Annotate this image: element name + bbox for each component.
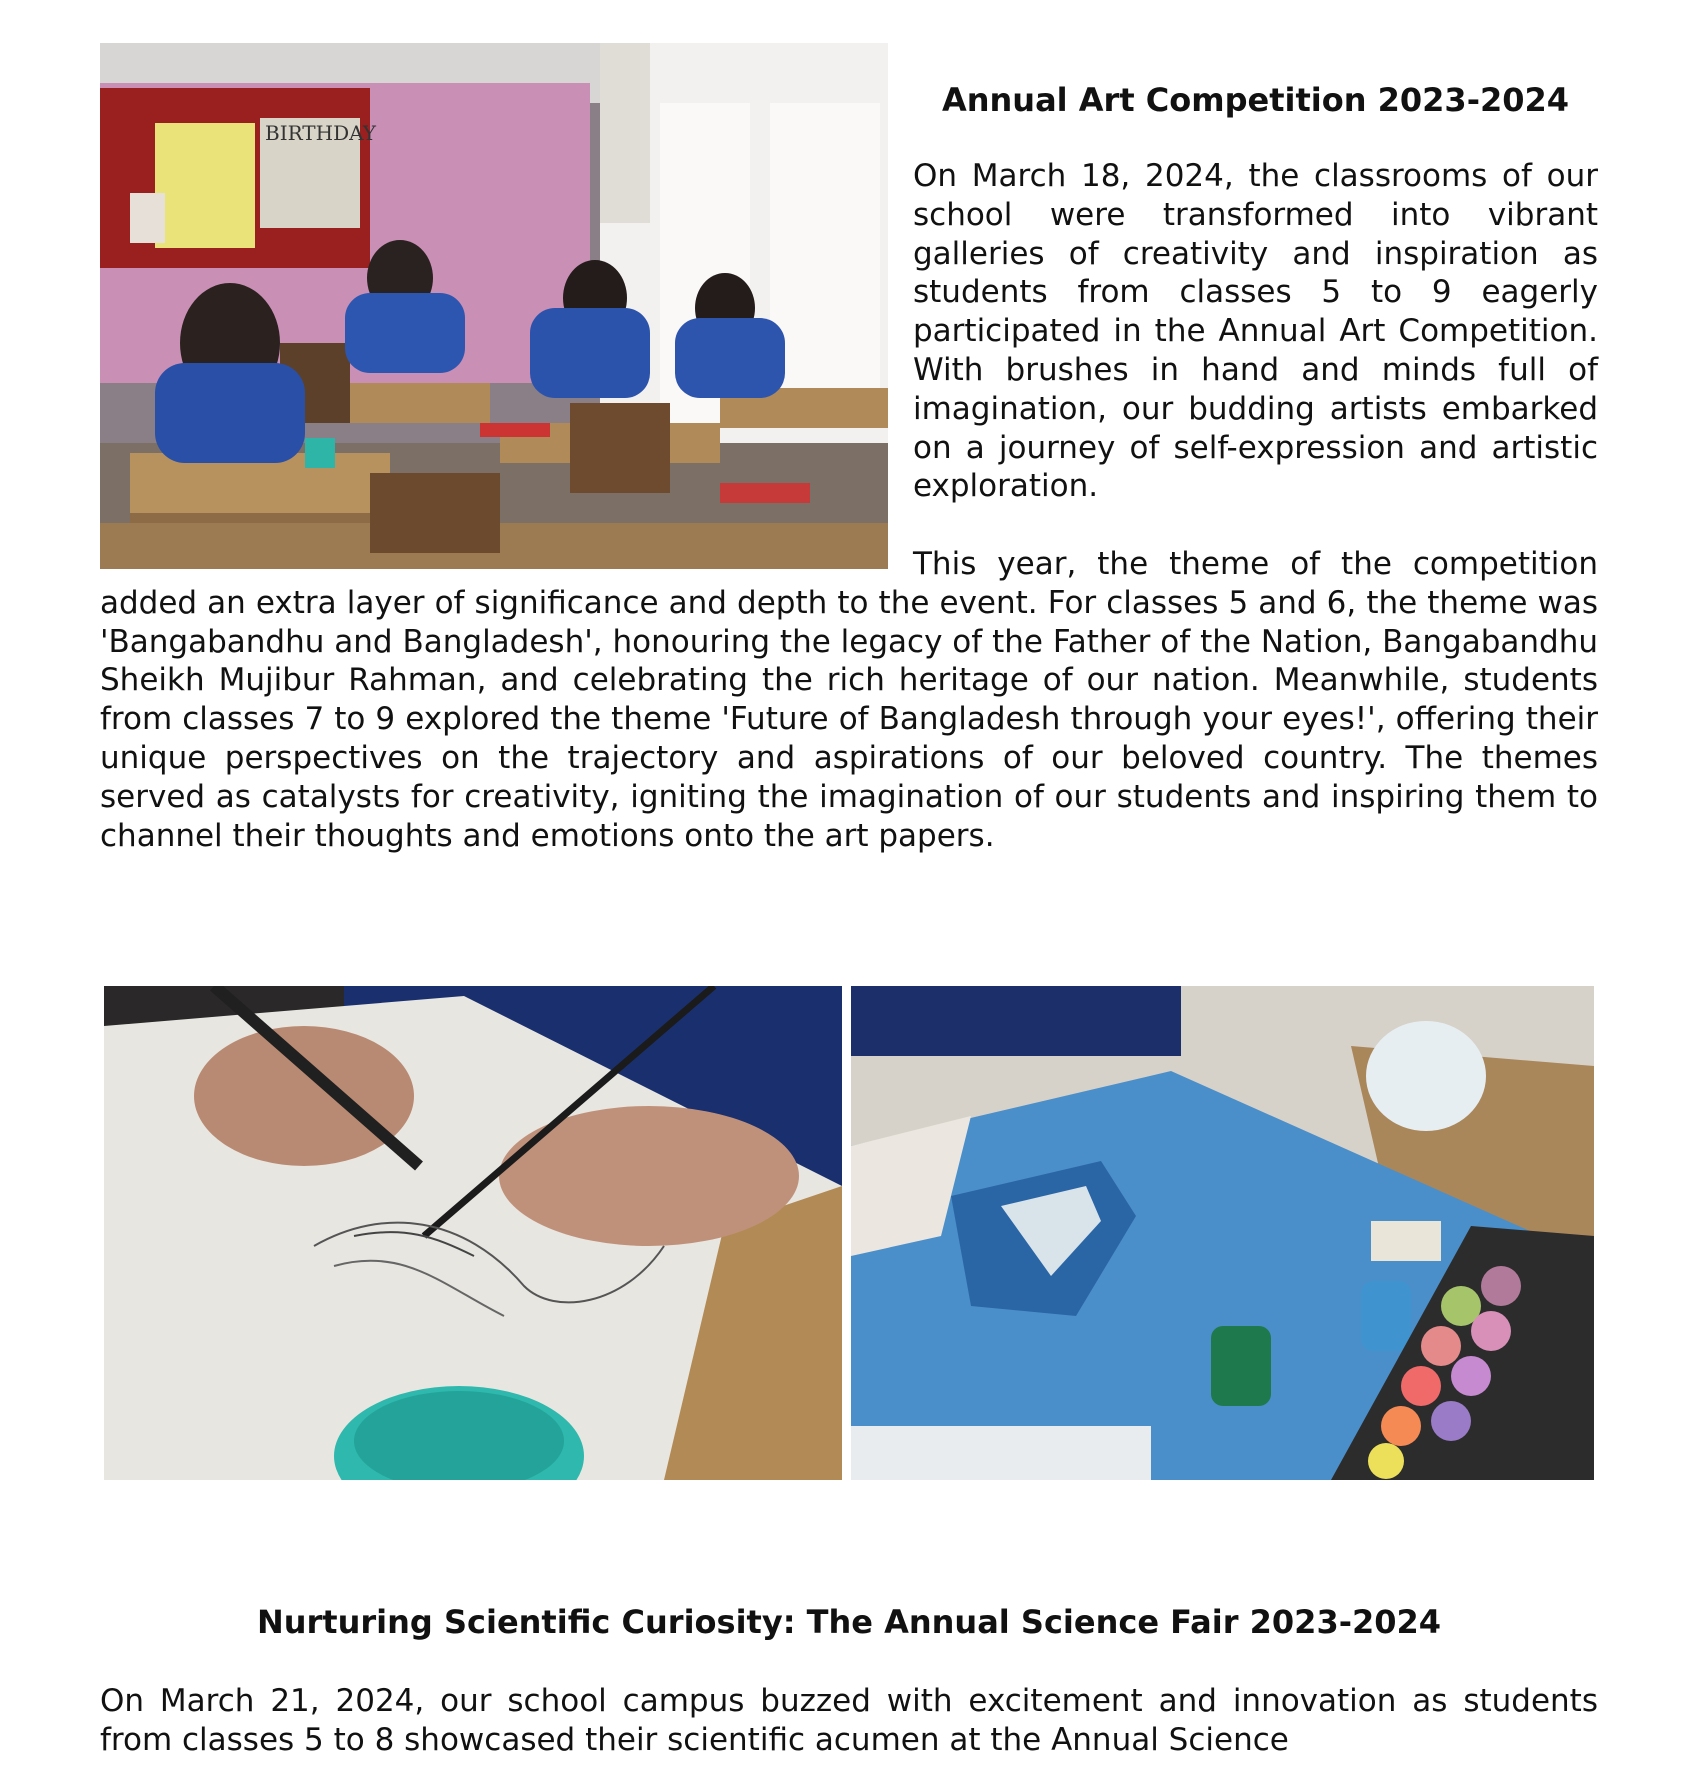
art-competition-title: Annual Art Competition 2023-2024	[941, 81, 1570, 119]
birthday-board-text: BIRTHDAY	[265, 121, 376, 145]
painting-photo-image	[851, 986, 1594, 1480]
science-fair-title: Nurturing Scientific Curiosity: The Annual Science Fair 2023-2024	[256, 1603, 1442, 1641]
classroom-photo-image	[100, 43, 888, 569]
tissue	[1366, 1021, 1486, 1131]
art-competition-paragraph-1: On March 18, 2024, the classrooms of our school were transformed into vibrant galleries of creativity and inspiration as students from classes 5 to 9 eagerly participated in the Annual Art Competition. With brushes in hand and minds full of imagination, our budding artists embarked on a journey of self-expression and artistic exploration.	[913, 158, 1598, 505]
science-fair-paragraph-1: On March 21, 2024, our school campus buzzed with excitement and innovation as students from classes 5 to 8 showcased their scientific acumen at the Annual Science	[100, 1683, 1598, 1758]
art-competition-paragraph-2-container	[100, 545, 1598, 855]
painting-photo	[851, 986, 1594, 1480]
sketching-photo	[104, 986, 842, 1480]
art-competition-paragraph-2: This year, the theme of the competition added an extra layer of significance and depth to the event. For classes 5 and 6, the theme was 'Bangabandhu and Bangladesh', honouring the legacy of the Father of the Nation, Bangabandhu Sheikh Mujibur Rahman, and celebrating the rich heritage of our nation. Meanwhile, students from classes 7 to 9 explored the theme 'Future of Bangladesh through your eyes!', offering their unique perspectives on the trajectory and aspirations of our beloved country. The themes served as catalysts for creativity, igniting the imagination of our students and inspiring them to channel their thoughts and emotions onto the art papers.	[100, 546, 1598, 854]
classroom-photo	[100, 43, 888, 569]
sketching-photo-image	[104, 986, 842, 1480]
yellow-poster	[155, 123, 255, 248]
